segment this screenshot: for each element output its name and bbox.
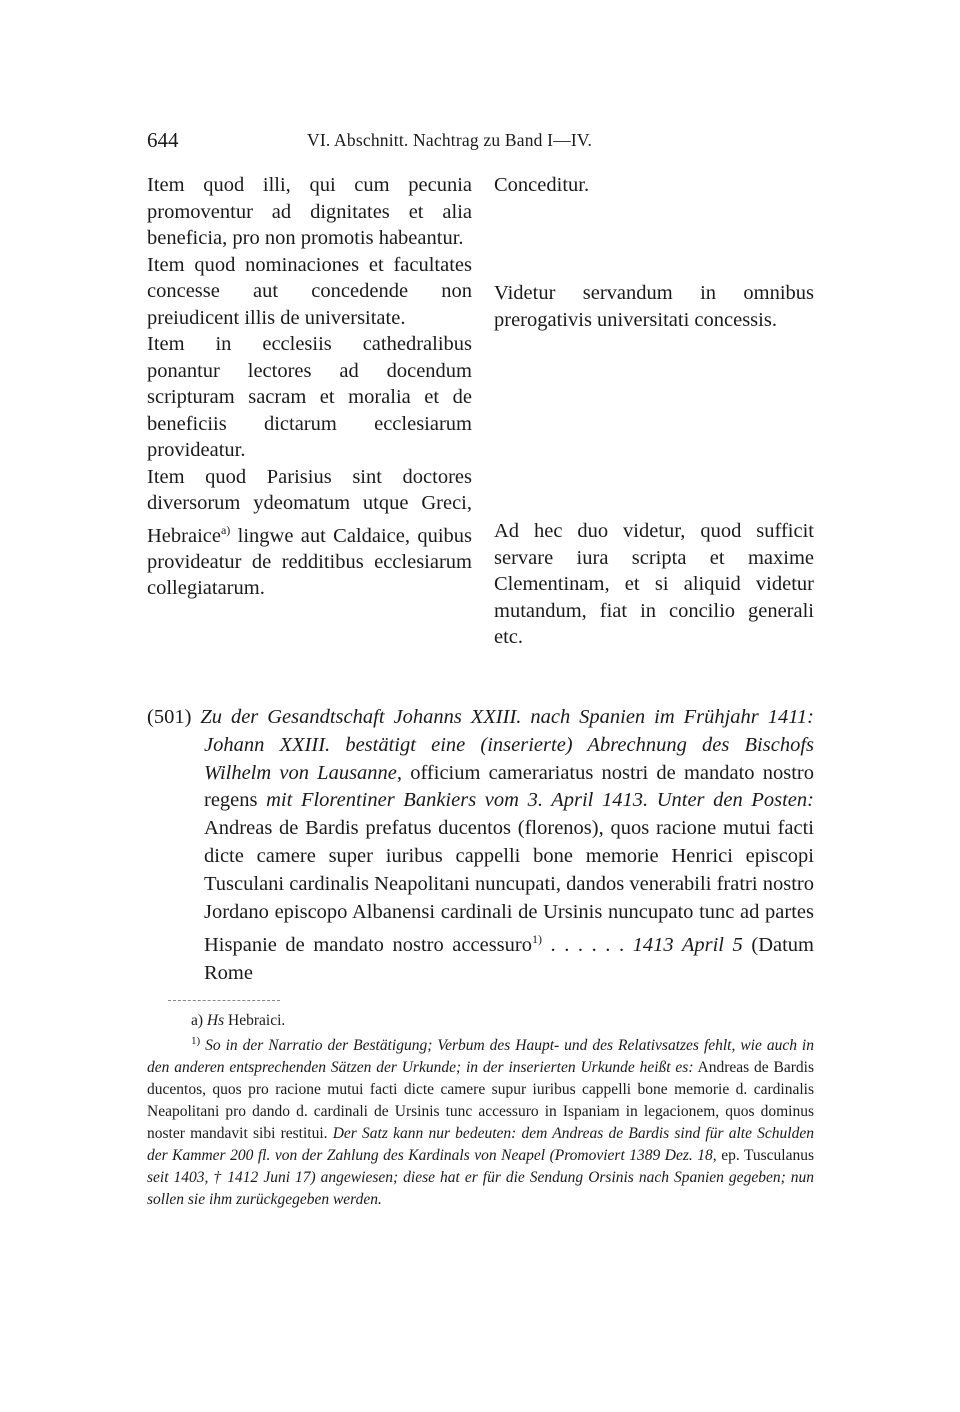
- entry-heading: Zu der Gesandtschaft Johanns XXIII. nach Spanien im Frühjahr 1411: Johann XXIII. bestätigt eine (inserierte) Abrechnung des Bischofs Wilhelm von Lausanne,: [200, 706, 815, 784]
- entry-date: 1413 April 5: [632, 934, 743, 957]
- footnote-divider: [168, 1000, 280, 1001]
- left-paragraph: [147, 464, 472, 602]
- footnote-a-italic: Hs: [206, 1012, 225, 1029]
- right-paragraph: Ad hec duo videtur, quod sufficit servare iura scripta et maxime Clementinam, et si aliquid videtur mutandum, fiat in concilio generali etc.: [494, 520, 814, 648]
- left-paragraph: Item quod nominaciones et facultates concesse aut concedende non preiudicent illis de universitate.: [147, 253, 472, 329]
- footnote-1-italic: So in der Narratio der Bestätigung; Verbum des Haupt- und des Relativsatzes fehlt, wie auch in den anderen entsprechenden Sätzen der Urkunde; in der inserierten Urkunde heißt es:: [147, 1037, 814, 1077]
- entry-dots: . . . . . .: [541, 934, 633, 957]
- entry-paragraph: [147, 704, 814, 988]
- footnote-1-mark: 1): [191, 1035, 201, 1047]
- entry-number: (501): [147, 706, 192, 728]
- entry-text: officium camerariatus nostri de mandato nostro regens: [204, 761, 814, 812]
- footnote-a-mark: a): [191, 1012, 204, 1029]
- entry-tail: (Datum Rome: [204, 934, 814, 984]
- running-head: VI. Abschnitt. Nachtrag zu Band I—IV.: [307, 130, 593, 150]
- footnote-ref-1: 1): [531, 932, 542, 947]
- left-column: [147, 172, 472, 602]
- footnote-1-italic: seit 1403, † 1412 Juni 17) angewiesen; diese hat er für die Sendung Orsinis nach Spanien gegeben; nun sollen sie ihm zurückgegeben werden.: [147, 1169, 814, 1209]
- footnote-ref-a: a): [220, 522, 231, 537]
- footnote-1-italic: Der Satz kann nur bedeuten: dem Andreas de Bardis sind für alte Schulden der Kammer 200 fl. von der Zahlung des Kardinals von Neapel (Promoviert 1389 Dez. 18,: [147, 1125, 814, 1165]
- entry-501: [147, 704, 814, 988]
- right-paragraph: Conceditur.: [494, 174, 590, 196]
- left-paragraph: Item quod illi, qui cum pecunia promoventur ad dignitates et alia beneficia, pro non promotis habeantur.: [147, 174, 472, 249]
- footnote-a: [147, 1010, 858, 1032]
- page-header: [147, 128, 813, 154]
- footnote-1-text: Andreas de Bardis ducentos, quos pro racione mutui facti dicte camere supur iuribus cappelli bone memorie d. cardinalis Neapolitani pro dando d. cardinali de Ursinis tunc accessuro in Ispaniam in legacionem, quos dominus noster mandavit sibi restitui.: [147, 1059, 814, 1143]
- footnote-a-text: Hebraici.: [224, 1012, 286, 1029]
- footnote-1-text: ep. Tusculanus: [716, 1147, 814, 1165]
- footnote-1: [147, 1030, 814, 1211]
- left-text: Item quod Parisius sint doctores diversorum ydeomatum utque Greci, Hebraice: [147, 465, 472, 547]
- entry-text: Andreas de Bardis prefatus ducentos (florenos), quos racione mutui facti dicte camere super iuribus cappelli bone memorie Henrici episcopi Tusculani cardinalis Neapolitani nuncupati, dandos venerabili fratri nostro Jordano episcopo Albanensi cardinali de Ursinis nuncupato tunc ad partes Hispanie de mandato nostro accessuro: [204, 817, 814, 957]
- right-paragraph: Videtur servandum in omnibus prerogativis universitati concessis.: [494, 282, 814, 331]
- left-text: lingwe aut Caldaice, quibus provideatur de redditibus ecclesiarum collegiatarum.: [147, 524, 472, 600]
- left-paragraph: Item in ecclesiis cathedralibus ponantur lectores ad docendum scripturam sacram et moralia et de beneficiis dictarum ecclesiarum provideatur.: [147, 333, 472, 461]
- page-number: 644: [147, 128, 179, 152]
- footnote-1-paragraph: [147, 1030, 814, 1211]
- entry-heading: mit Florentiner Bankiers vom 3. April 1413. Unter den Posten:: [266, 789, 814, 812]
